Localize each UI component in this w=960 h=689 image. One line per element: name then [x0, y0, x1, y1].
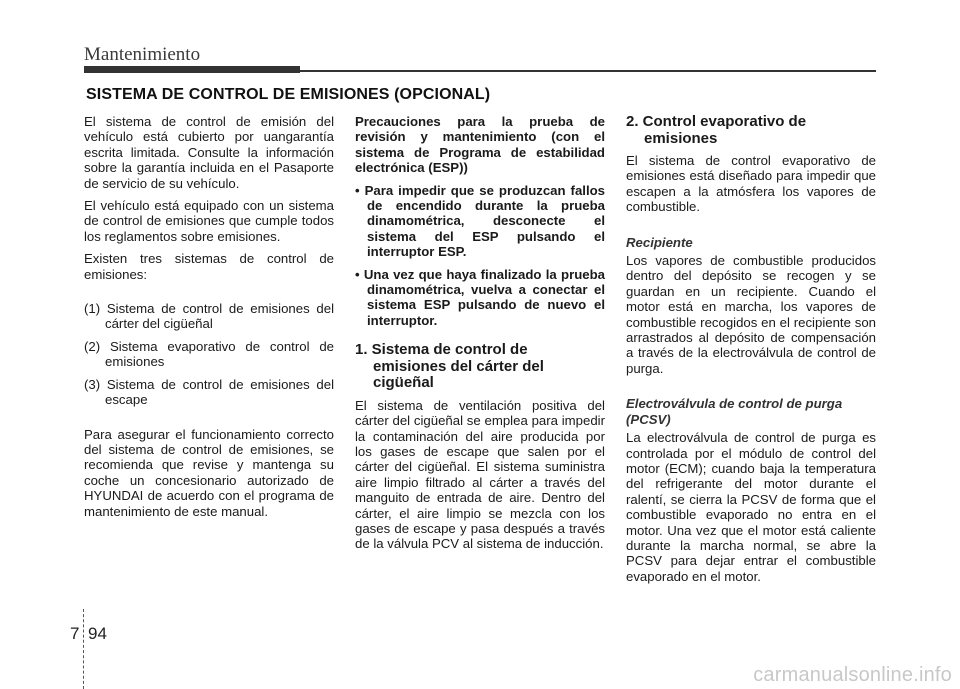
subsection-heading: 1. Sistema de control de emisiones del cárter del cigüeñal: [355, 341, 544, 392]
sub-subheading-recipiente: Recipiente: [626, 234, 693, 250]
column-2: [355, 114, 605, 559]
precautions-title: Precauciones para la prueba de revisión y mantenimiento (con el sistema de Programa de estabilidad electrónica (ESP)): [355, 114, 605, 176]
paragraph: El sistema de control evaporativo de emisiones está diseñado para impedir que escapen a la atmósfera los vapores de combustible.: [626, 153, 876, 215]
paragraph: La electroválvula de control de purga es controlada por el módulo de control del motor (ECM); cuando baja la temperatura del refrigerante del motor durante el ralentí, se cierra la PCSV de forma que el combustible evaporado no entra en el motor. Una vez que el motor está caliente durante la marcha normal, se abre la PCSV para dejar entrar el combustible evaporado en el motor.: [626, 430, 876, 584]
bullet-item: • Una vez que haya finalizado la prueba dinamométrica, vuelva a conectar el sistema ESP pulsando de nuevo el interruptor.: [355, 266, 605, 328]
column-3: [626, 114, 876, 591]
list-item: (2) Sistema evaporativo de control de emisiones: [84, 338, 334, 370]
list-item: (1) Sistema de control de emisiones del cárter del cigüeñal: [84, 301, 334, 332]
chapter-number: 7: [70, 624, 80, 643]
paragraph: El sistema de control de emisión del vehículo está cubierto por uangarantía escrita limitada. Consulte la información sobre la garantía incluida en el Pasaporte de servicio de su vehículo.: [84, 114, 334, 191]
paragraph: Existen tres sistemas de control de emisiones:: [84, 251, 334, 282]
bullet-item: • Para impedir que se produzcan fallos de encendido durante la prueba dinamométrica, desconecte el sistema del ESP pulsando el interruptor ESP.: [355, 182, 605, 260]
paragraph: El sistema de ventilación positiva del cárter del cigüeñal se emplea para impedir la contaminación del aire producida por los gases de escape que salen por el cárter del cigüeñal. El sistema suministra aire limpio filtrado al cárter a través del manguito de entrada de aire. Dentro del cárter, el aire limpio se mezcla con los gases de escape y pasa después a través de la válvula PCV al sistema de inducción.: [355, 397, 605, 552]
list-item: (3) Sistema de control de emisiones del escape: [84, 376, 334, 408]
page-header-title: Mantenimiento: [84, 44, 201, 65]
paragraph: El vehículo está equipado con un sistema de control de emisiones que cumple todos los reglamentos sobre emisiones.: [84, 198, 334, 244]
subsection-heading: 2. Control evaporativo de emisiones: [626, 113, 807, 147]
paragraph: Los vapores de combustible producidos dentro del depósito se recogen y se guardan en un recipiente. Cuando el motor está en marcha, los vapores de combustible recogidos en el recipiente son arrastrados al depósito de compensación a través de la electroválvula de control de purga.: [626, 253, 876, 376]
section-title: SISTEMA DE CONTROL DE EMISIONES (OPCIONAL): [86, 86, 491, 103]
column-1: [84, 114, 334, 526]
paragraph: Para asegurar el funcionamiento correcto del sistema de control de emisiones, se recomienda que revise y mantenga su coche un concesionario autorizado de HYUNDAI de acuerdo con el programa de mantenimiento de este manual.: [84, 426, 334, 519]
header-rule: [300, 70, 876, 72]
header-bar: [84, 66, 300, 73]
footer-divider: [83, 609, 85, 689]
watermark: carmanualsonline.info: [753, 664, 952, 686]
sub-subheading-pcsv: Electroválvula de control de purga (PCSV): [626, 396, 843, 427]
page-number: 94: [88, 624, 107, 643]
